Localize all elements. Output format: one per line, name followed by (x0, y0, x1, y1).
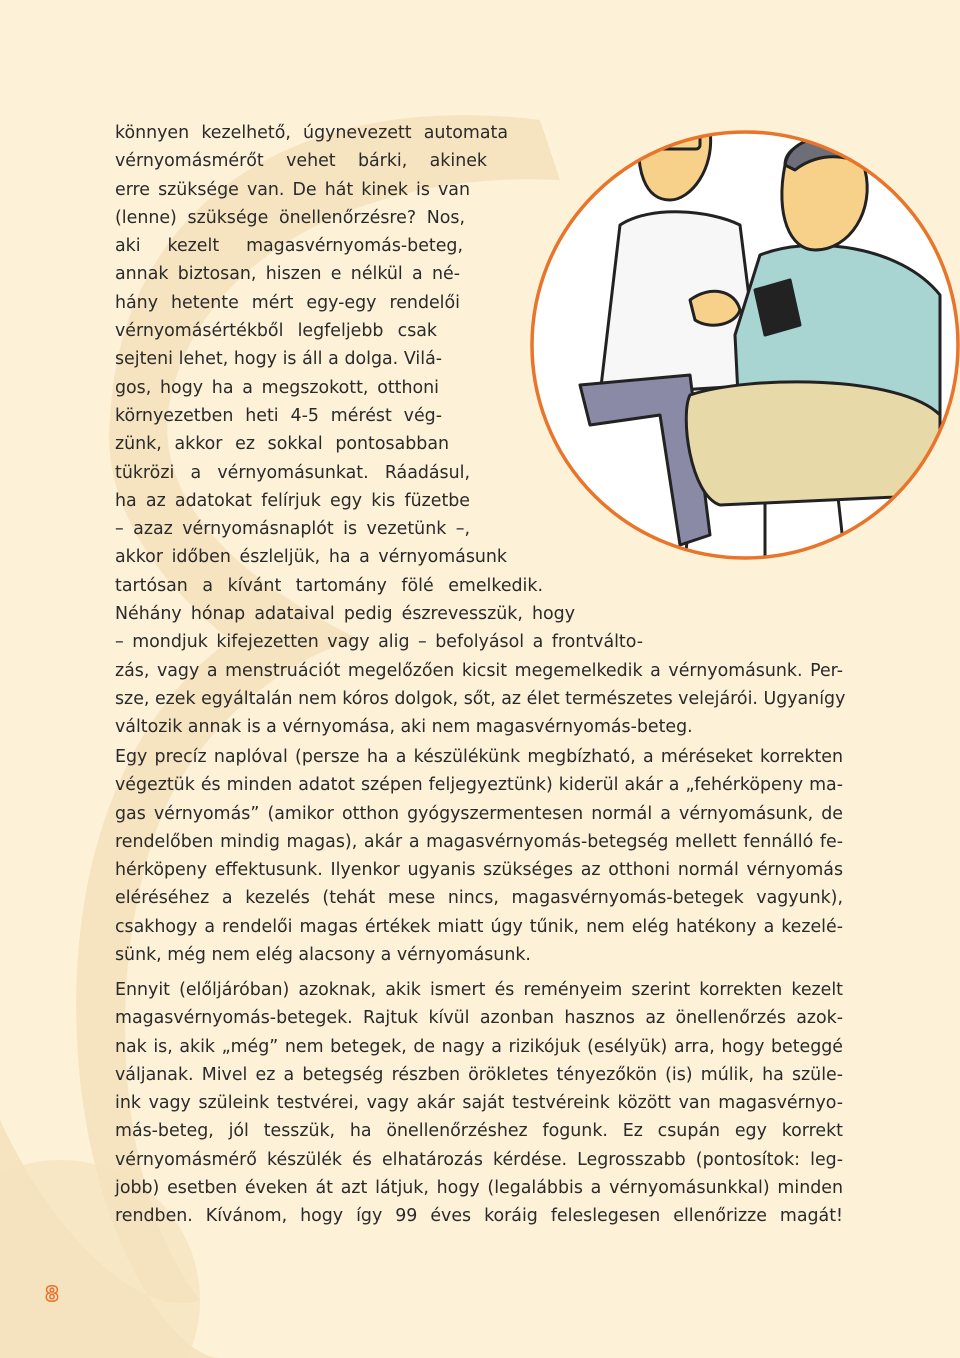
text-line: akkor időben észleljük, ha a vérnyomásunk (115, 547, 507, 568)
paragraph-intro (115, 119, 846, 742)
text-line: hérköpeny effektusunk. Ilyenkor ugyanis szükséges az otthoni normál vérnyomás (115, 860, 843, 881)
paragraph-white-coat (115, 743, 843, 969)
text-line: – azaz vérnyomásnaplót is vezetünk –, (115, 519, 470, 540)
text-line: váljanak. Mivel ez a betegség részben örökletes tényezőkön (is) múlik, ha szüle- (115, 1064, 843, 1085)
text-line: ink vagy szüleink testvérei, vagy akár saját testvéreink között van magasvérnyo- (115, 1093, 843, 1114)
text-line: rendelőben mindig magas), akár a magasvérnyomás-betegség mellett fennálló fe- (115, 831, 843, 852)
paragraph-conclusion (115, 976, 843, 1231)
text-line: tükrözi a vérnyomásunkat. Ráadásul, (115, 462, 470, 483)
text-line: könnyen kezelhető, úgynevezett automata (115, 123, 508, 143)
text-line: végeztük és minden adatot szépen feljegyeztünk) kiderül akár a „fehérköpeny ma- (115, 775, 843, 796)
text-line: nak is, akik „még” nem betegek, de nagy a rizikójuk (esélyük) arra, hogy beteggé (115, 1036, 843, 1057)
text-line: annak biztosan, hiszen e nélkül a né- (115, 264, 460, 285)
text-line: hány hetente mért egy-egy rendelői (115, 292, 460, 313)
text-line: környezetben heti 4-5 mérést vég- (115, 405, 442, 426)
text-line: sejteni lehet, hogy is áll a dolga. Vilá- (115, 349, 442, 370)
text-line: eléréséhez a kezelés (tehát mese nincs, magasvérnyomás-betegek vagyunk), (115, 888, 843, 909)
text-line: vérnyomásmérőt vehet bárki, akinek (115, 151, 487, 172)
text-line: magasvérnyomás-betegek. Rajtuk kívül azonban hasznos az önellenőrzés azok- (115, 1008, 843, 1029)
text-line: tartósan a kívánt tartomány fölé emelkedik. (115, 575, 543, 596)
page-number: 8 (45, 1282, 59, 1306)
text-line: vérnyomásértékből legfeljebb csak (115, 321, 437, 342)
text-line: változik annak is a vérnyomása, aki nem magasvérnyomás-beteg. (115, 717, 693, 738)
text-line: Egy precíz naplóval (persze ha a készülékünk megbízható, a méréseket korrekten (115, 747, 843, 767)
text-line: sze, ezek egyáltalán nem kóros dolgok, sőt, az élet természetes velejárói. Ugyanígy (115, 688, 846, 709)
text-line: sünk, még nem elég alacsony a vérnyomásunk. (115, 945, 531, 966)
text-line: (lenne) szüksége önellenőrzésre? Nos, (115, 207, 465, 228)
text-line: – mondjuk kifejezetten vagy alig – befolyásol a frontválto- (115, 632, 643, 653)
text-line: zás, vagy a menstruációt megelőzően kicsit megemelkedik a vérnyomásunk. Per- (115, 660, 843, 681)
text-line: csakhogy a rendelői magas értékek miatt úgy tűnik, nem elég hatékony a kezelé- (115, 916, 843, 937)
text-line: vérnyomásmérő készülék és elhatározás kérdése. Legrosszabb (pontosítok: leg- (115, 1149, 843, 1170)
text-line: ha az adatokat felírjuk egy kis füzetbe (115, 490, 470, 511)
text-line: gas vérnyomás” (amikor otthon gyógyszermentesen normál a vérnyomásunk, de (115, 803, 843, 824)
text-line: rendben. Kívánom, hogy így 99 éves koráig feleslegesen ellenőrizze magát! (115, 1206, 843, 1227)
text-line: Ennyit (előljáróban) azoknak, akik ismert és reményeim szerint korrekten kezelt (115, 980, 843, 1000)
text-line: jobb) esetben éveken át azt látjuk, hogy (legalábbis a vérnyomásunkkal) minden (115, 1178, 843, 1199)
text-line: más-beteg, jól tesszük, ha önellenőrzéshez fogunk. Ez csupán egy korrekt (115, 1121, 843, 1142)
text-line: gos, hogy ha a megszokott, otthoni (115, 377, 439, 398)
text-line: aki kezelt magasvérnyomás-beteg, (115, 236, 463, 257)
text-line: zünk, akkor ez sokkal pontosabban (115, 434, 449, 455)
text-line: erre szüksége van. De hát kinek is van (115, 179, 470, 200)
text-line: Néhány hónap adataival pedig észrevesszük, hogy (115, 604, 575, 625)
